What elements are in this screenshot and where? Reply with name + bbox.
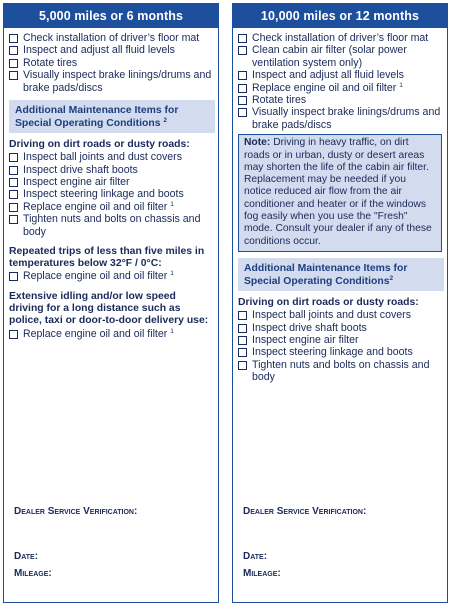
condition-checklist <box>9 270 213 282</box>
checklist-item-text: Replace engine oil and oil filter <box>252 81 397 94</box>
cabin-filter-note <box>238 134 442 252</box>
footnote-marker: 2 <box>163 117 167 125</box>
additional-maintenance-banner <box>238 258 444 291</box>
checkbox[interactable] <box>9 330 18 339</box>
checklist-item-text: Replace engine oil and oil filter <box>23 327 168 340</box>
checklist-item-text: Inspect and adjust all fluid levels <box>23 44 175 57</box>
checklist-item-text: Inspect and adjust all fluid levels <box>252 69 404 82</box>
checklist-item-text: Check installation of driver’s floor mat <box>252 32 429 44</box>
checkbox[interactable] <box>238 324 247 333</box>
service-checklist <box>9 32 213 94</box>
condition-checklist <box>9 151 213 238</box>
note-text: Driving in heavy traffic, on dirt roads or in urban, dusty or desert areas may shorten the life of the cabin air filter. Replacement may be needed if you notice reduced air flow from the air conditioner and heater or if the windows fog easily when you use the "Fresh" mode. Consult your dealer if any of these conditions occur. <box>244 137 432 247</box>
checklist-item-text: Rotate tires <box>23 56 78 69</box>
checklist-item[interactable] <box>9 151 213 163</box>
checklist-item-text: Inspect drive shaft boots <box>252 321 367 334</box>
column-header: 5,000 miles or 6 months <box>4 4 218 28</box>
checklist-item[interactable] <box>9 328 213 340</box>
checkbox[interactable] <box>9 178 18 187</box>
checklist-item[interactable] <box>9 164 213 176</box>
footnote-marker: 1 <box>170 327 174 335</box>
condition-heading: Extensive idling and/or low speed driving for a long distance such as police, taxi or door-to-door delivery use: <box>9 290 209 327</box>
checkbox[interactable] <box>238 348 247 357</box>
checkbox[interactable] <box>238 34 247 43</box>
checklist-item[interactable] <box>9 201 213 213</box>
condition-heading: Driving on dirt roads or dusty roads: <box>9 139 190 151</box>
checklist-item[interactable] <box>238 309 442 321</box>
checkbox[interactable] <box>9 203 18 212</box>
checklist-item-text: Clean cabin air filter (solar power ventilation system only) <box>252 44 407 69</box>
checkbox[interactable] <box>9 153 18 162</box>
checklist-item-text: Replace engine oil and oil filter <box>23 270 168 283</box>
checkbox[interactable] <box>238 336 247 345</box>
checkbox[interactable] <box>9 215 18 224</box>
dealer-verification-label: Dealer Service Verification: <box>14 506 138 517</box>
checklist-item[interactable] <box>238 82 442 94</box>
checklist-item[interactable] <box>9 213 213 238</box>
checklist-item[interactable] <box>9 44 213 56</box>
checklist-item[interactable] <box>238 69 442 81</box>
condition-checklist <box>9 328 213 340</box>
footnote-marker: 1 <box>170 270 174 278</box>
banner-title: Additional Maintenance Items for Special Operating Conditions <box>244 262 408 287</box>
checklist-item-text: Visually inspect brake linings/drums and brake pads/discs <box>252 106 441 131</box>
checkbox[interactable] <box>238 96 247 105</box>
checkbox[interactable] <box>9 46 18 55</box>
checklist-item[interactable] <box>238 32 442 44</box>
checklist-item-text: Check installation of driver’s floor mat <box>23 32 200 44</box>
maintenance-column-5000 <box>3 3 219 603</box>
checkbox[interactable] <box>238 84 247 93</box>
checkbox[interactable] <box>9 71 18 80</box>
checklist-item[interactable] <box>9 188 213 200</box>
checklist-item[interactable] <box>238 106 442 131</box>
condition-heading: Driving on dirt roads or dusty roads: <box>238 296 419 308</box>
checklist-item-text: Inspect steering linkage and boots <box>23 188 184 201</box>
checklist-item[interactable] <box>9 32 213 44</box>
checklist-item-text: Replace engine oil and oil filter <box>23 200 168 213</box>
banner-title: Additional Maintenance Items for Special Operating Conditions <box>15 105 179 130</box>
footnote-marker: 1 <box>170 200 174 208</box>
column-body <box>233 28 447 384</box>
checklist-item[interactable] <box>238 346 442 358</box>
checkbox[interactable] <box>9 190 18 199</box>
checklist-item-text: Visually inspect brake linings/drums and brake pads/discs <box>23 69 212 94</box>
checkbox[interactable] <box>9 34 18 43</box>
checklist-item[interactable] <box>9 270 213 282</box>
column-body <box>4 28 218 340</box>
dealer-verification-label: Dealer Service Verification: <box>243 506 367 517</box>
mileage-label: Mileage: <box>14 568 52 579</box>
date-label: Date: <box>14 551 39 562</box>
mileage-label: Mileage: <box>243 568 281 579</box>
condition-checklist <box>238 309 442 383</box>
special-conditions <box>9 139 213 340</box>
checkbox[interactable] <box>9 59 18 68</box>
checklist-item-text: Inspect engine air filter <box>23 176 130 189</box>
checkbox[interactable] <box>9 166 18 175</box>
checklist-item[interactable] <box>238 94 442 106</box>
checklist-item-text: Inspect drive shaft boots <box>23 163 138 176</box>
checklist-item[interactable] <box>238 359 442 384</box>
checklist-item-text: Inspect ball joints and dust covers <box>252 309 411 322</box>
checkbox[interactable] <box>238 361 247 370</box>
checklist-item[interactable] <box>9 69 213 94</box>
column-header: 10,000 miles or 12 months <box>233 4 447 28</box>
checklist-item-text: Inspect engine air filter <box>252 333 359 346</box>
checklist-item[interactable] <box>238 334 442 346</box>
checklist-item-text: Inspect ball joints and dust covers <box>23 151 182 164</box>
checklist-item[interactable] <box>9 176 213 188</box>
condition-heading: Repeated trips of less than five miles in temperatures below 32°F / 0°C: <box>9 246 205 270</box>
additional-maintenance-banner <box>9 100 215 133</box>
footnote-marker: 1 <box>399 81 403 89</box>
checkbox[interactable] <box>238 108 247 117</box>
note-label: Note: <box>244 137 271 149</box>
checklist-item-text: Tighten nuts and bolts on chassis and body <box>252 358 430 384</box>
service-checklist <box>238 32 442 131</box>
checkbox[interactable] <box>238 71 247 80</box>
date-label: Date: <box>243 551 268 562</box>
checklist-item-text: Inspect steering linkage and boots <box>252 346 413 359</box>
maintenance-column-10000 <box>232 3 448 603</box>
checklist-item[interactable] <box>238 44 442 69</box>
checkbox[interactable] <box>238 311 247 320</box>
checkbox[interactable] <box>9 272 18 281</box>
checklist-item-text: Tighten nuts and bolts on chassis and body <box>23 213 201 238</box>
checklist-item[interactable] <box>238 322 442 334</box>
special-conditions <box>238 297 442 384</box>
checklist-item[interactable] <box>9 57 213 69</box>
footnote-marker: 2 <box>389 274 394 282</box>
checkbox[interactable] <box>238 46 247 55</box>
checklist-item-text: Rotate tires <box>252 94 307 107</box>
